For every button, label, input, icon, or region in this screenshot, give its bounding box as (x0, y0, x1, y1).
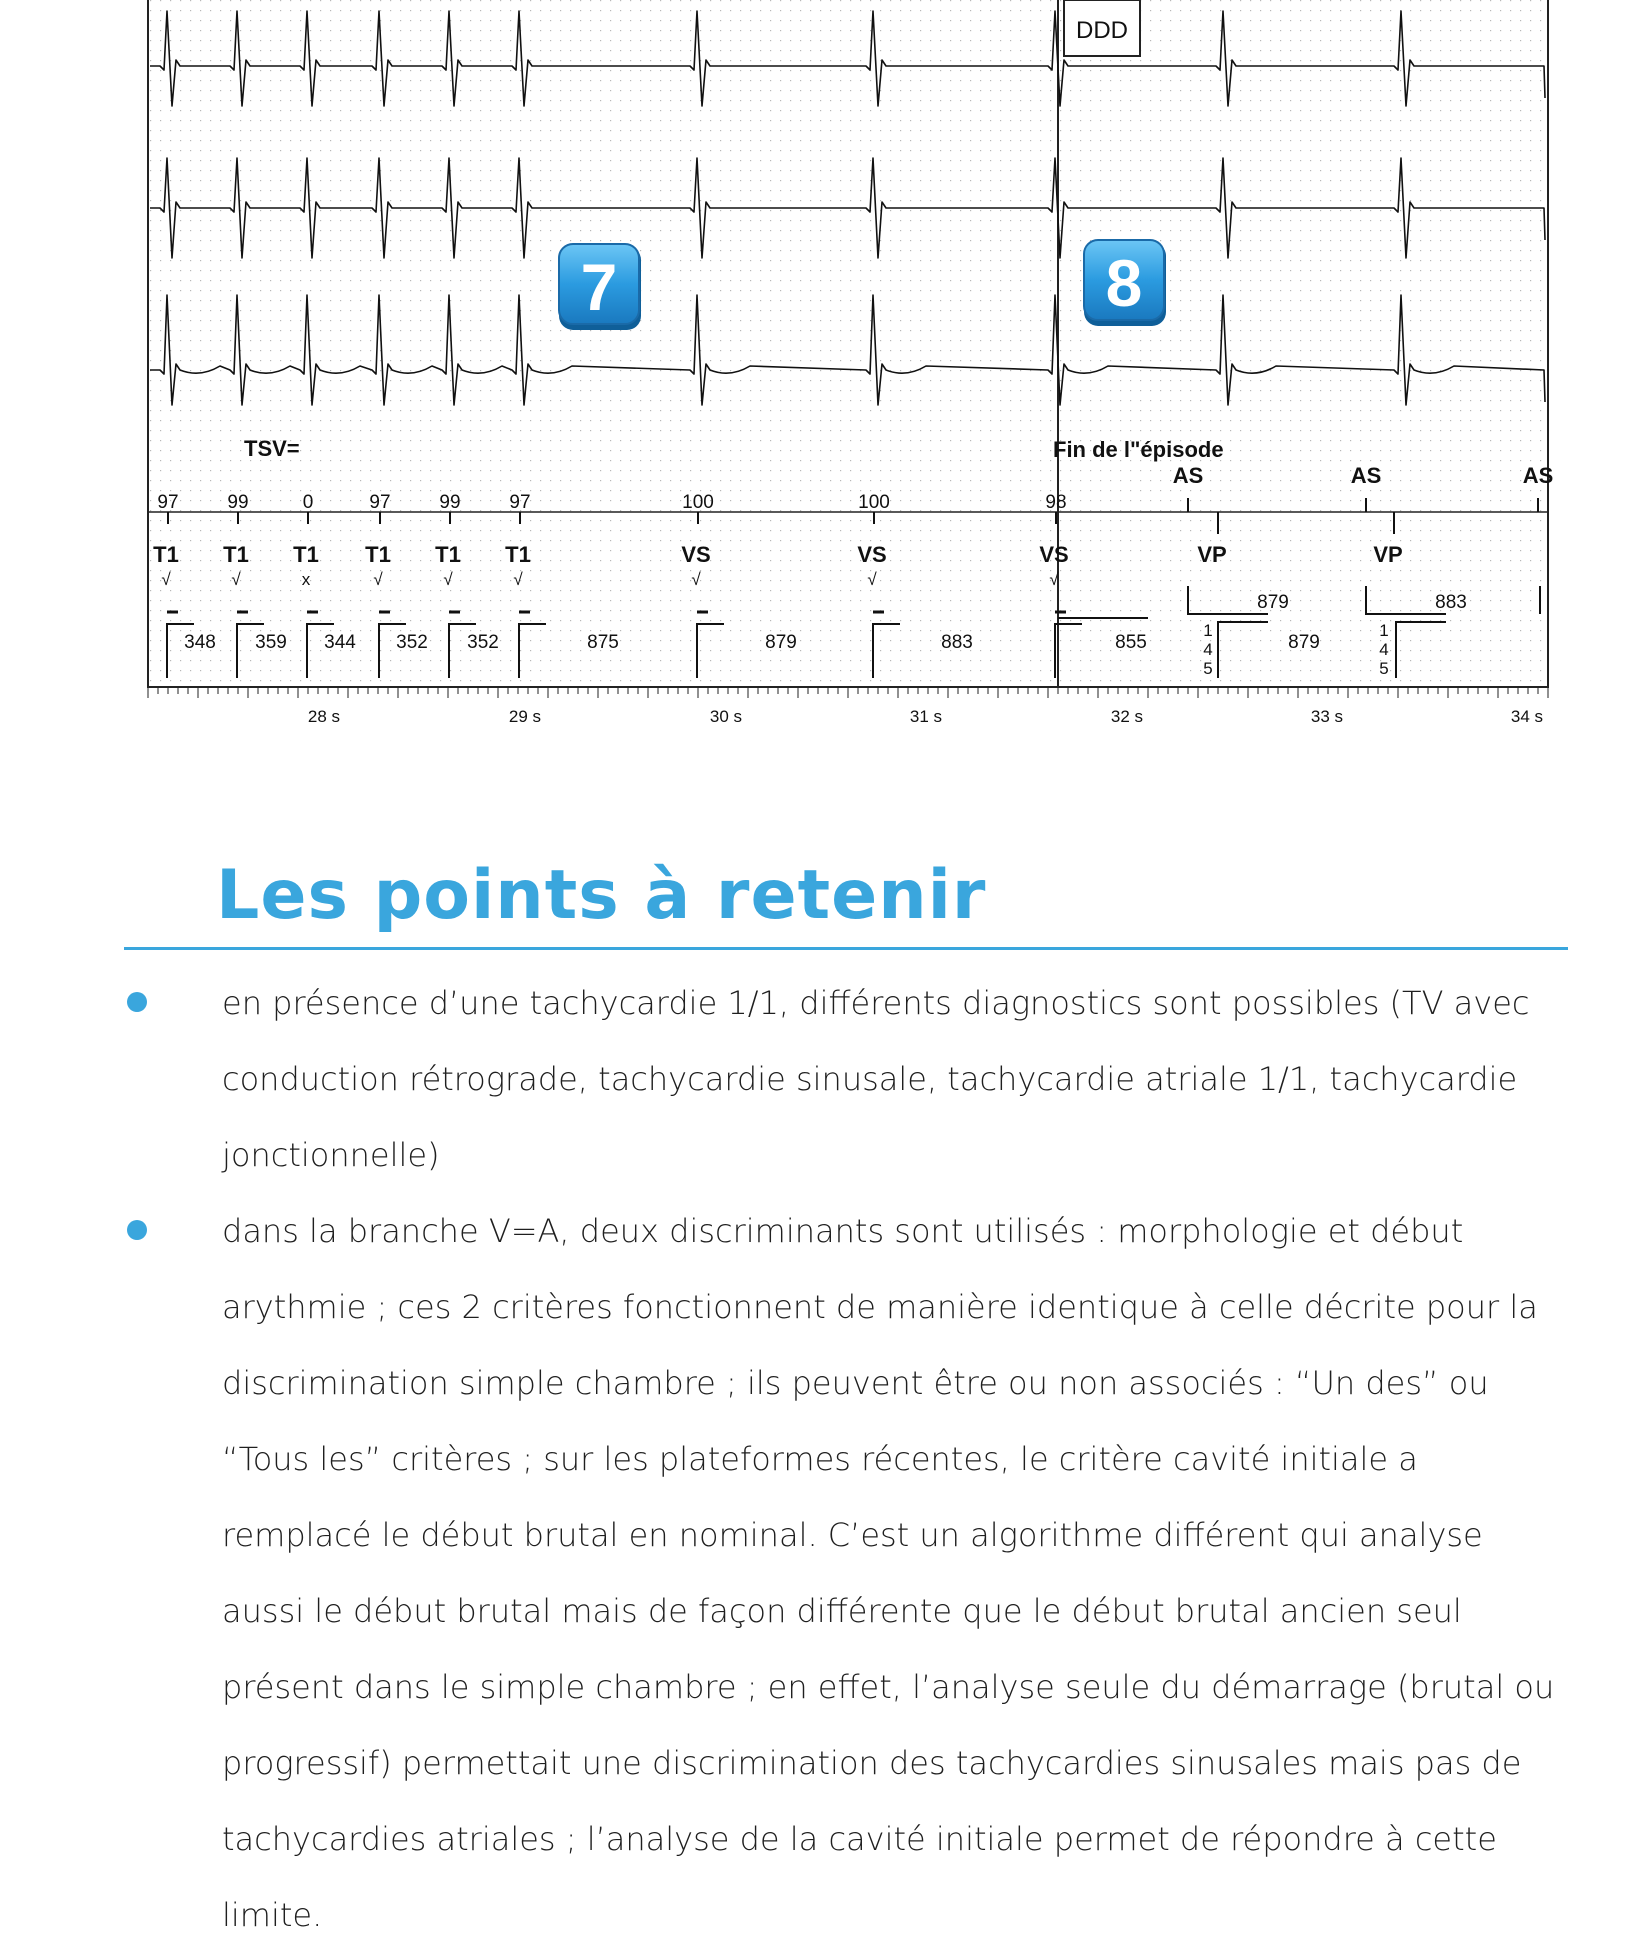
time-axis (148, 688, 1548, 726)
marker-label: T1 (365, 542, 391, 567)
time-label: 33 s (1310, 707, 1344, 726)
as-label: AS (1172, 463, 1204, 488)
interval-value: 348 (184, 632, 216, 653)
rate-value: 97 (157, 492, 179, 513)
as-label: AS (1522, 463, 1554, 488)
upper-interval-value: 883 (1435, 592, 1467, 613)
interval-value: 359 (255, 632, 287, 653)
counter-digit: 4 (1379, 640, 1389, 659)
rate-value: 100 (858, 492, 890, 513)
marker-label: T1 (223, 542, 249, 567)
upper-interval-value: 879 (1257, 592, 1289, 613)
rate-value: 97 (369, 492, 391, 513)
time-label: 29 s (508, 707, 542, 726)
bullet-list (0, 965, 1625, 1953)
ecg-strip (0, 0, 1625, 745)
rate-value: 99 (439, 492, 461, 513)
marker-check: √ (867, 570, 877, 589)
tsv-label: TSV= (244, 436, 300, 461)
interval-value: 344 (324, 632, 356, 653)
marker-check: √ (1049, 570, 1059, 589)
time-label: 31 s (909, 707, 943, 726)
bullet-item (0, 965, 1625, 1193)
bullet-text: en présence d’une tachycardie 1/1, différents diagnostics sont possibles (TV avec conduction rétrograde, tachycardie sinusale, tachycardie atriale 1/1, tachycardie jonctionnelle) (222, 984, 1530, 1174)
title-rule (124, 947, 1568, 950)
badge-7-number: 7 (580, 250, 618, 324)
rate-value: 98 (1045, 492, 1067, 513)
marker-label: T1 (153, 542, 179, 567)
badge-7 (559, 244, 641, 330)
episode-end-label: Fin de l"épisode (1053, 437, 1224, 462)
counter-digit: 1 (1379, 621, 1389, 640)
interval-value: 352 (467, 632, 499, 653)
badge-8 (1084, 240, 1166, 326)
interval-value: 875 (587, 632, 619, 653)
rate-value: 99 (227, 492, 249, 513)
interval-value: 883 (941, 632, 973, 653)
bullet-dot-icon (127, 992, 147, 1012)
interval-value: 352 (396, 632, 428, 653)
marker-label: VP (1197, 542, 1227, 567)
interval-value: 855 (1115, 632, 1147, 653)
time-label: 34 s (1510, 707, 1544, 726)
marker-label: VP (1373, 542, 1403, 567)
rate-value: 100 (682, 492, 714, 513)
marker-check: √ (691, 570, 701, 589)
bullet-item (0, 1193, 1625, 1953)
interval-value: 879 (1288, 632, 1320, 653)
time-label: 30 s (709, 707, 743, 726)
section-title: Les points à retenir (216, 856, 987, 935)
ecg-grid (148, 0, 1548, 686)
interval-value: 879 (765, 632, 797, 653)
marker-label: T1 (435, 542, 461, 567)
marker-check: √ (231, 570, 241, 589)
marker-label: VS (681, 542, 711, 567)
counter-digit: 1 (1203, 621, 1213, 640)
time-label: 28 s (307, 707, 341, 726)
marker-check: √ (161, 570, 171, 589)
marker-label: T1 (505, 542, 531, 567)
marker-label: T1 (293, 542, 319, 567)
marker-check: √ (443, 570, 453, 589)
marker-check: √ (513, 570, 523, 589)
mode-box (1064, 0, 1140, 56)
counter-digit: 4 (1203, 640, 1213, 659)
mode-label: DDD (1076, 17, 1128, 44)
bullet-text: dans la branche V=A, deux discriminants sont utilisés : morphologie et début arythmie ; ces 2 critères fonctionnent de manière identique à celle décrite pour la discrimination simple chambre ; ils peuvent être ou non associés : “Un des” ou “Tous les” critères ; sur les plateformes récentes, le critère cavité initiale a remplacé le début brutal en nominal. C’est un algorithme différent qui analyse aussi le début brutal mais de façon différente que le début brutal ancien seul présent dans le simple chambre ; en effet, l’analyse seule du démarrage (brutal ou progressif) permettait une discrimination des tachycardies sinusales mais pas de tachycardies atriales ; l’analyse de la cavité initiale permet de répondre à cette limite. (222, 1212, 1555, 1934)
bullet-dot-icon (127, 1220, 147, 1240)
rate-value: 0 (302, 492, 314, 513)
marker-check: √ (373, 570, 383, 589)
marker-label: VS (1039, 542, 1069, 567)
rate-value: 97 (509, 492, 531, 513)
marker-check: x (301, 570, 311, 589)
badge-8-number: 8 (1105, 246, 1143, 320)
counter-digit: 5 (1379, 659, 1389, 678)
time-label: 32 s (1110, 707, 1144, 726)
counter-digit: 5 (1203, 659, 1213, 678)
marker-label: VS (857, 542, 887, 567)
as-label: AS (1350, 463, 1382, 488)
